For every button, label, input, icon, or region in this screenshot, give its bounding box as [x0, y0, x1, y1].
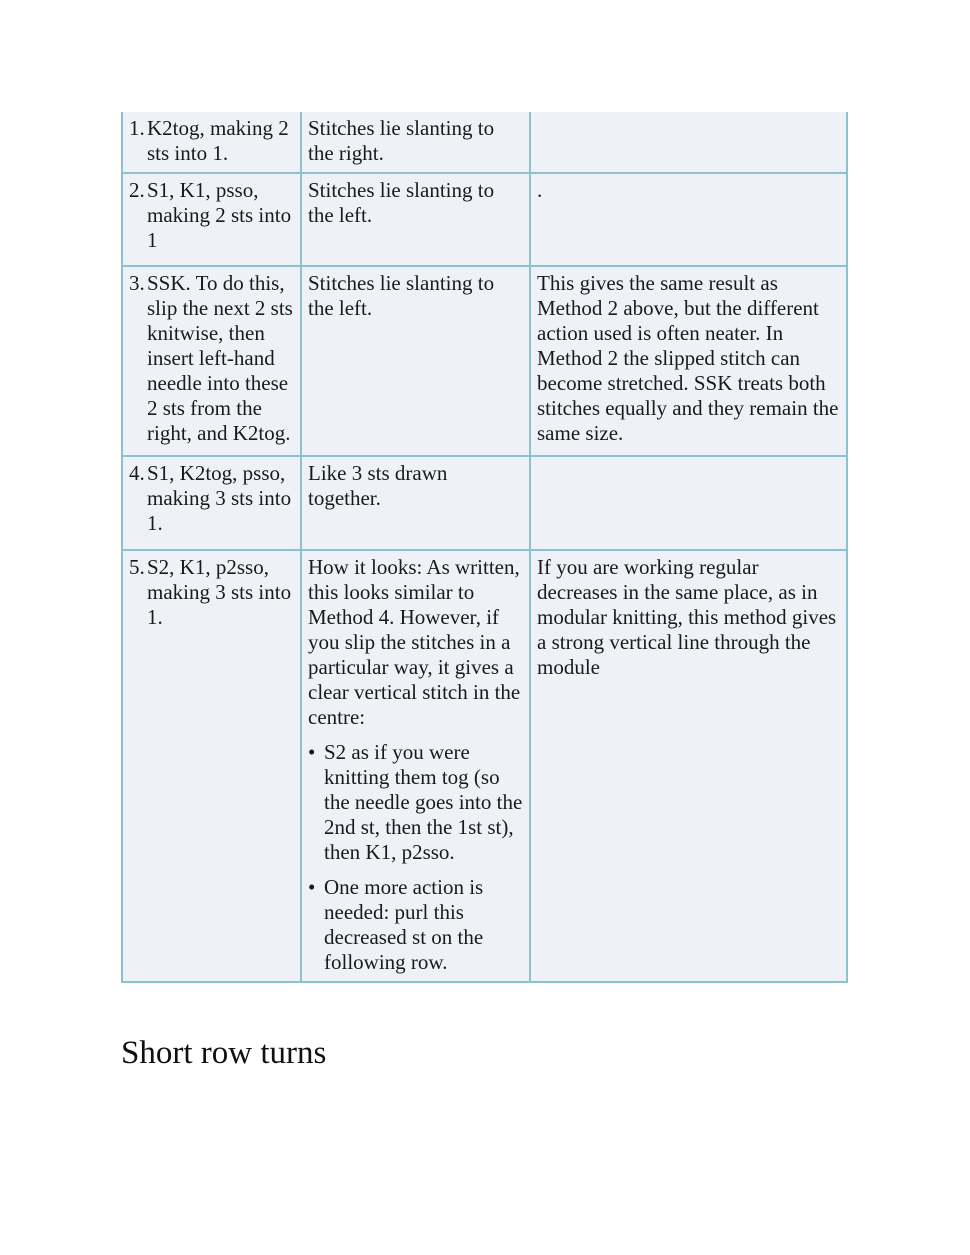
appearance-intro-text: How it looks: As written, this looks similar to Method 4. However, if you slip the stitches in a particular way, it gives a clear vertical stitch in the centre: [308, 555, 521, 729]
method-text [129, 271, 294, 446]
table-row [122, 173, 847, 266]
bullet-text: S2 as if you were knitting them tog (so the needle goes into the 2nd st, then the 1st st), then K1, p2sso. [324, 740, 523, 864]
method-text [129, 555, 294, 630]
notes-text: If you are working regular decreases in the same place, as in modular knitting, this method gives a strong vertical line through the module [537, 555, 837, 679]
method-description: SSK. To do this, slip the next 2 sts knitwise, then insert left-hand needle into these 2 sts from the right, and K2tog. [147, 271, 293, 445]
appearance-text: Like 3 sts drawn together. [308, 461, 448, 510]
method-text [129, 178, 294, 253]
notes-text: This gives the same result as Method 2 above, but the different action used is often neater. In Method 2 the slipped stitch can become stretched. SSK treats both stitches equally and they remain the same size. [537, 271, 839, 445]
method-number: 3. [129, 271, 145, 295]
method-number: 4. [129, 461, 145, 485]
appearance-cell [301, 173, 530, 266]
method-description: S1, K2tog, psso, making 3 sts into 1. [147, 461, 292, 535]
notes-cell [530, 550, 847, 982]
notes-text: . [537, 178, 543, 202]
section-heading: Short row turns [121, 1035, 327, 1071]
appearance-cell [301, 112, 530, 173]
bullet-text: One more action is needed: purl this decreased st on the following row. [324, 875, 484, 974]
method-number: 5. [129, 555, 145, 579]
method-description: K2tog, making 2 sts into 1. [147, 116, 289, 165]
appearance-cell [301, 266, 530, 456]
notes-cell [530, 456, 847, 550]
appearance-text: Stitches lie slanting to the left. [308, 178, 495, 227]
table-row [122, 550, 847, 982]
method-cell [122, 112, 301, 173]
method-cell [122, 173, 301, 266]
method-description: S1, K1, psso, making 2 sts into 1 [147, 178, 292, 252]
appearance-bullet-item [308, 740, 523, 865]
table-row [122, 456, 847, 550]
knitting-decreases-table [121, 112, 848, 983]
table-row [122, 266, 847, 456]
appearance-text: Stitches lie slanting to the right. [308, 116, 495, 165]
method-cell [122, 550, 301, 982]
appearance-bullet-item [308, 875, 523, 975]
method-description: S2, K1, p2sso, making 3 sts into 1. [147, 555, 292, 629]
notes-cell [530, 173, 847, 266]
appearance-cell [301, 550, 530, 982]
bullet-icon: • [308, 875, 316, 899]
method-cell [122, 266, 301, 456]
method-text [129, 461, 294, 536]
notes-cell [530, 266, 847, 456]
method-cell [122, 456, 301, 550]
appearance-cell [301, 456, 530, 550]
notes-cell [530, 112, 847, 173]
method-text [129, 116, 294, 166]
table-row [122, 112, 847, 173]
method-number: 2. [129, 178, 145, 202]
bullet-icon: • [308, 740, 316, 764]
appearance-text: Stitches lie slanting to the left. [308, 271, 495, 320]
method-number: 1. [129, 116, 145, 140]
